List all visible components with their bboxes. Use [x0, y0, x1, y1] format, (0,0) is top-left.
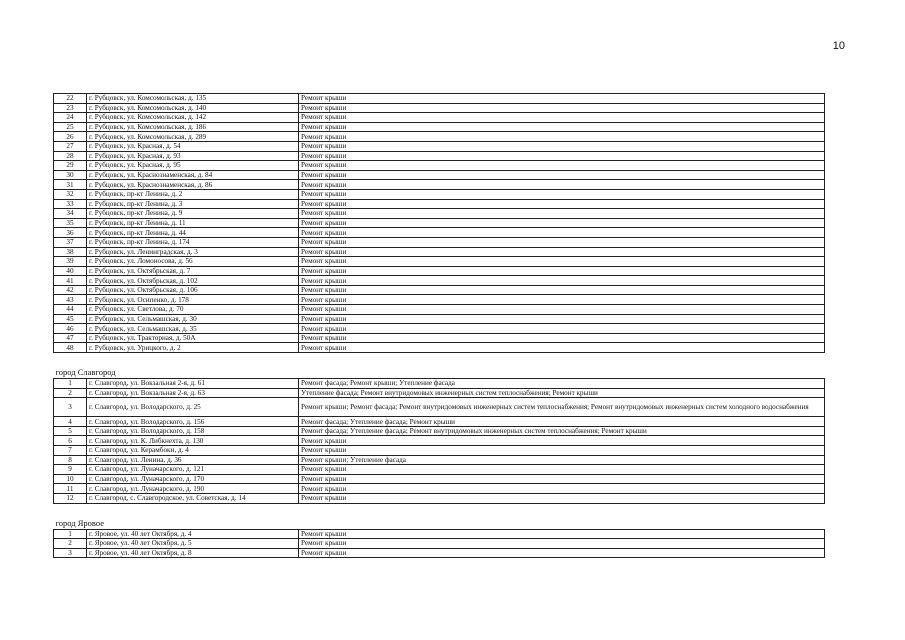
section-header-slavgorod	[54, 353, 825, 379]
row-address: г. Рубцовск, пр-кт Ленина, д. 174	[87, 237, 299, 247]
row-number: 23	[54, 103, 87, 113]
table-row	[54, 189, 825, 199]
row-address: г. Славгород, с. Славгородское, ул. Советская, д. 14	[87, 493, 299, 503]
row-address: г. Рубцовск, ул. Краснознаменская, д. 84	[87, 170, 299, 180]
row-address: г. Рубцовск, ул. Осипенко, д. 178	[87, 295, 299, 305]
table-row	[54, 94, 825, 104]
row-work: Ремонт крыши	[299, 103, 825, 113]
row-number: 2	[54, 388, 87, 398]
repair-program-table	[53, 93, 825, 558]
row-work: Ремонт крыши	[299, 436, 825, 446]
row-number: 22	[54, 94, 87, 104]
section-header-yarovoe	[54, 503, 825, 529]
table-row	[54, 436, 825, 446]
row-number: 12	[54, 493, 87, 503]
row-work: Ремонт крыши	[299, 257, 825, 267]
row-address: г. Славгород, ул. Володарского, д. 25	[87, 398, 299, 417]
row-number: 30	[54, 170, 87, 180]
row-number: 25	[54, 122, 87, 132]
row-work: Ремонт крыши	[299, 170, 825, 180]
table-row	[54, 151, 825, 161]
row-work: Ремонт крыши	[299, 180, 825, 190]
row-work: Ремонт крыши	[299, 122, 825, 132]
table-row	[54, 161, 825, 171]
table-row	[54, 324, 825, 334]
section-title: город Славгород	[54, 353, 825, 379]
table-row	[54, 474, 825, 484]
row-number: 28	[54, 151, 87, 161]
row-address: г. Рубцовск, пр-кт Ленина, д. 11	[87, 218, 299, 228]
row-address: г. Рубцовск, ул. Урицкого, д. 2	[87, 343, 299, 353]
section-title: город Яровое	[54, 503, 825, 529]
row-work: Ремонт крыши	[299, 228, 825, 238]
row-address: г. Рубцовск, ул. Красная, д. 54	[87, 141, 299, 151]
row-number: 27	[54, 141, 87, 151]
table-row	[54, 388, 825, 398]
table-row	[54, 493, 825, 503]
table-row	[54, 199, 825, 209]
row-address: г. Рубцовск, ул. Сельмашская, д. 35	[87, 324, 299, 334]
table-row	[54, 237, 825, 247]
table-row	[54, 218, 825, 228]
row-address: г. Рубцовск, ул. Краснознаменская, д. 86	[87, 180, 299, 190]
row-work: Ремонт крыши	[299, 141, 825, 151]
row-address: г. Славгород, ул. Володарского, д. 158	[87, 426, 299, 436]
row-number: 24	[54, 113, 87, 123]
row-number: 34	[54, 209, 87, 219]
row-work: Ремонт крыши	[299, 247, 825, 257]
row-work: Ремонт крыши	[299, 285, 825, 295]
row-work: Ремонт крыши	[299, 199, 825, 209]
table-row	[54, 548, 825, 558]
row-address: г. Славгород, ул. Луначарского, д. 190	[87, 484, 299, 494]
row-address: г. Рубцовск, ул. Красная, д. 95	[87, 161, 299, 171]
row-number: 3	[54, 398, 87, 417]
row-work: Ремонт крыши	[299, 209, 825, 219]
row-number: 47	[54, 333, 87, 343]
row-number: 35	[54, 218, 87, 228]
row-address: г. Рубцовск, ул. Комсомольская, д. 140	[87, 103, 299, 113]
row-work: Ремонт крыши	[299, 218, 825, 228]
row-number: 43	[54, 295, 87, 305]
row-work: Ремонт крыши	[299, 132, 825, 142]
row-work: Ремонт крыши	[299, 484, 825, 494]
table-row	[54, 529, 825, 539]
row-address: г. Рубцовск, ул. Октябрьская, д. 102	[87, 276, 299, 286]
table-row	[54, 228, 825, 238]
row-address: г. Рубцовск, ул. Комсомольская, д. 186	[87, 122, 299, 132]
table-row	[54, 276, 825, 286]
row-address: г. Славгород, ул. Керамбоки, д. 4	[87, 446, 299, 456]
row-address: г. Рубцовск, ул. Ленинградская, д. 3	[87, 247, 299, 257]
table-row	[54, 305, 825, 315]
row-address: г. Славгород, ул. Вокзальная 2-я, д. 63	[87, 388, 299, 398]
row-number: 10	[54, 474, 87, 484]
table-row	[54, 247, 825, 257]
row-work: Ремонт крыши	[299, 305, 825, 315]
row-number: 9	[54, 465, 87, 475]
row-number: 26	[54, 132, 87, 142]
table-row	[54, 103, 825, 113]
table-row	[54, 285, 825, 295]
row-number: 5	[54, 426, 87, 436]
row-number: 11	[54, 484, 87, 494]
table-row	[54, 465, 825, 475]
row-work: Ремонт крыши	[299, 314, 825, 324]
row-number: 29	[54, 161, 87, 171]
row-work: Ремонт крыши; Утепление фасада	[299, 455, 825, 465]
row-address: г. Рубцовск, пр-кт Ленина, д. 2	[87, 189, 299, 199]
row-number: 36	[54, 228, 87, 238]
row-address: г. Славгород, ул. Луначарского, д. 121	[87, 465, 299, 475]
row-number: 39	[54, 257, 87, 267]
row-number: 3	[54, 548, 87, 558]
table-body	[54, 94, 825, 558]
row-address: г. Рубцовск, ул. Комсомольская, д. 142	[87, 113, 299, 123]
row-address: г. Рубцовск, ул. Тракторная, д. 50А	[87, 333, 299, 343]
row-number: 2	[54, 539, 87, 549]
row-address: г. Рубцовск, пр-кт Ленина, д. 3	[87, 199, 299, 209]
row-work: Ремонт крыши	[299, 161, 825, 171]
table-row	[54, 484, 825, 494]
row-number: 40	[54, 266, 87, 276]
row-address: г. Рубцовск, ул. Комсомольская, д. 289	[87, 132, 299, 142]
row-address: г. Славгород, ул. К. Либкнехта, д. 130	[87, 436, 299, 446]
row-address: г. Яровое, ул. 40 лет Октября, д. 5	[87, 539, 299, 549]
row-number: 31	[54, 180, 87, 190]
table-row	[54, 379, 825, 389]
table-row	[54, 209, 825, 219]
row-address: г. Рубцовск, ул. Ломоносова, д. 56	[87, 257, 299, 267]
row-number: 48	[54, 343, 87, 353]
row-address: г. Славгород, ул. Ленина, д. 36	[87, 455, 299, 465]
row-work: Ремонт крыши	[299, 343, 825, 353]
row-work: Ремонт крыши	[299, 539, 825, 549]
row-address: г. Рубцовск, ул. Красная, д. 93	[87, 151, 299, 161]
row-address: г. Рубцовск, ул. Комсомольская, д. 135	[87, 94, 299, 104]
table-row	[54, 417, 825, 427]
table-row	[54, 132, 825, 142]
row-work: Ремонт крыши	[299, 94, 825, 104]
table-row	[54, 141, 825, 151]
row-work: Ремонт крыши	[299, 189, 825, 199]
row-work: Ремонт крыши	[299, 237, 825, 247]
row-work: Ремонт крыши	[299, 493, 825, 503]
table-row	[54, 446, 825, 456]
row-work: Ремонт крыши	[299, 446, 825, 456]
row-number: 44	[54, 305, 87, 315]
table-row	[54, 122, 825, 132]
row-number: 41	[54, 276, 87, 286]
table-row	[54, 455, 825, 465]
row-number: 1	[54, 379, 87, 389]
row-address: г. Славгород, ул. Вокзальная 2-я, д. 61	[87, 379, 299, 389]
row-work: Ремонт крыши	[299, 113, 825, 123]
row-number: 1	[54, 529, 87, 539]
row-number: 4	[54, 417, 87, 427]
page-number: 10	[832, 40, 845, 52]
row-address: г. Яровое, ул. 40 лет Октября, д. 8	[87, 548, 299, 558]
row-number: 46	[54, 324, 87, 334]
row-number: 32	[54, 189, 87, 199]
row-work: Ремонт крыши	[299, 276, 825, 286]
row-work: Ремонт крыши	[299, 333, 825, 343]
row-work: Утепление фасада; Ремонт внутридомовых инженерных систем теплоснабжения; Ремонт крыши	[299, 388, 825, 398]
row-number: 8	[54, 455, 87, 465]
row-number: 7	[54, 446, 87, 456]
row-address: г. Славгород, ул. Володарского, д. 156	[87, 417, 299, 427]
row-address: г. Рубцовск, пр-кт Ленина, д. 9	[87, 209, 299, 219]
table-row	[54, 180, 825, 190]
row-work: Ремонт фасада; Утепление фасада; Ремонт крыши	[299, 417, 825, 427]
table-row	[54, 113, 825, 123]
table-row	[54, 539, 825, 549]
row-address: г. Рубцовск, ул. Октябрьская, д. 106	[87, 285, 299, 295]
table-row	[54, 314, 825, 324]
row-address: г. Славгород, ул. Луначарского, д. 170	[87, 474, 299, 484]
row-work: Ремонт крыши	[299, 529, 825, 539]
row-number: 33	[54, 199, 87, 209]
row-address: г. Рубцовск, ул. Октябрьская, д. 7	[87, 266, 299, 276]
table-row	[54, 170, 825, 180]
table-row	[54, 398, 825, 417]
row-work: Ремонт крыши	[299, 295, 825, 305]
row-work: Ремонт фасада; Утепление фасада; Ремонт внутридомовых инженерных систем теплоснабжения; Ремонт крыши	[299, 426, 825, 436]
row-work: Ремонт крыши	[299, 548, 825, 558]
row-work: Ремонт крыши	[299, 266, 825, 276]
table-row	[54, 343, 825, 353]
row-address: г. Рубцовск, пр-кт Ленина, д. 44	[87, 228, 299, 238]
row-work: Ремонт крыши	[299, 151, 825, 161]
row-number: 45	[54, 314, 87, 324]
row-address: г. Рубцовск, ул. Светлова, д. 70	[87, 305, 299, 315]
row-address: г. Яровое, ул. 40 лет Октября, д. 4	[87, 529, 299, 539]
row-work: Ремонт крыши; Ремонт фасада; Ремонт внутридомовых инженерных систем теплоснабжения; Ремонт внутридомовых инженерных систем холодного водоснабжения	[299, 398, 825, 417]
row-address: г. Рубцовск, ул. Сельмашская, д. 30	[87, 314, 299, 324]
row-number: 37	[54, 237, 87, 247]
table-row	[54, 333, 825, 343]
row-number: 38	[54, 247, 87, 257]
row-number: 42	[54, 285, 87, 295]
table-row	[54, 257, 825, 267]
row-number: 6	[54, 436, 87, 446]
table-row	[54, 295, 825, 305]
row-work: Ремонт крыши	[299, 465, 825, 475]
table-row	[54, 266, 825, 276]
row-work: Ремонт крыши	[299, 324, 825, 334]
row-work: Ремонт крыши	[299, 474, 825, 484]
table-row	[54, 426, 825, 436]
row-work: Ремонт фасада; Ремонт крыши; Утепление фасада	[299, 379, 825, 389]
